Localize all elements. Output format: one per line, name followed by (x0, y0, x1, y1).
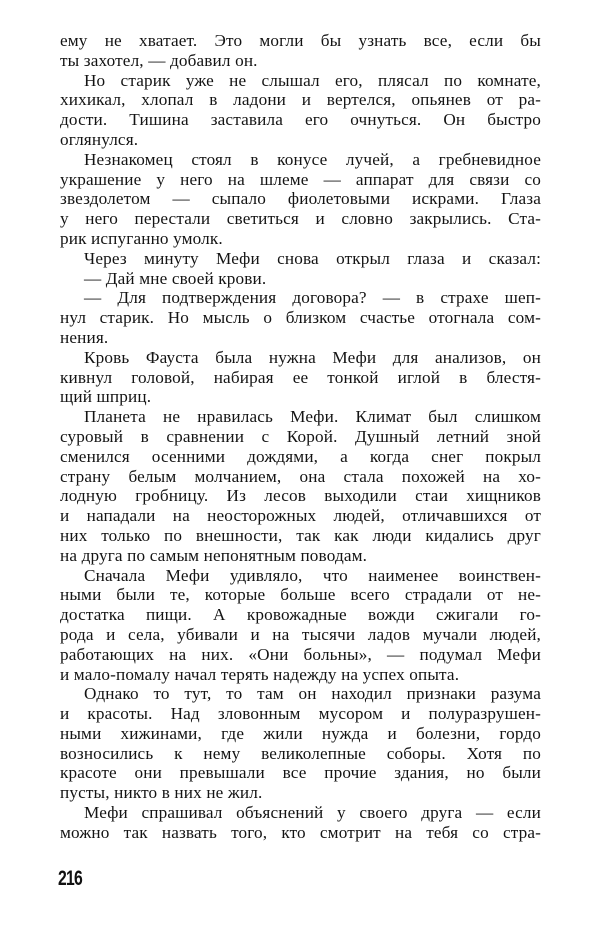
text-line: Однако то тут, то там он находил признаки разума (84, 684, 541, 704)
text-line: — Для подтверждения договора? — в страхе шеп- (84, 288, 541, 308)
text-line: и мало-помалу начал терять надежду на успех опыта. (60, 664, 460, 684)
text-line: лодную гробницу. Из лесов выходили стаи хищников (60, 486, 541, 506)
text-line: нул старик. Но мысль о близком счастье отогнала сом- (60, 308, 541, 328)
text-line: возносились к нему великолепные соборы. Хотя по (60, 743, 541, 763)
text-line: страну белым молчанием, она стала похожей на хо- (60, 466, 541, 486)
text-line: ему не хватает. Это могли бы узнать все, если бы (60, 31, 541, 50)
text-line: них только по внешности, так как люди кидались друг (60, 525, 541, 545)
text-line: Сначала Мефи удивляло, что наименее воинствен- (84, 565, 541, 585)
text-line: пусты, никто в них не жил. (60, 783, 263, 803)
text-line: Через минуту Мефи снова открыл глаза и сказал: (84, 248, 541, 268)
text-line: дости. Тишина заставила его очнуться. Он быстро (60, 110, 541, 130)
text-line: суровый в сравнении с Корой. Душный летний зной (60, 426, 541, 446)
page-number: 216 (58, 867, 83, 890)
text-line: Мефи спрашивал объяснений у своего друга — если (84, 803, 541, 823)
text-line: рода и села, убивали и на тысячи ладов мучали людей, (60, 624, 541, 644)
text-line: сменился осенними дождями, а когда снег покрыл (60, 446, 541, 466)
text-line: красоте они превышали все прочие здания, но были (60, 763, 541, 783)
text-line: рик испуганно умолк. (60, 228, 223, 248)
text-line: нения. (60, 327, 109, 347)
text-line: достатка пищи. А кровожадные вожди сжигали го- (60, 605, 541, 625)
text-line: работающих на них. «Они больны», — подумал Мефи (60, 644, 541, 664)
text-line: украшение у него на шлеме — аппарат для связи со (60, 169, 541, 189)
text-line: ными были те, которые больше всего страдали от не- (60, 585, 541, 605)
text-line: можно так назвать того, кто смотрит на тебя со стра- (60, 822, 541, 842)
text-line: ты захотел, — добавил он. (60, 50, 258, 70)
text-line: и красоты. Над зловонным мусором и полуразрушен- (60, 704, 541, 724)
text-line: — Дай мне своей крови. (84, 268, 267, 288)
text-line: щий шприц. (60, 387, 152, 407)
text-line: хихикал, хлопал в ладони и вертелся, опьянев от ра- (60, 90, 541, 110)
text-line: у него перестали светиться и словно закрылись. Ста- (60, 209, 541, 229)
text-line: звездолетом — сыпало фиолетовыми искрами. Глаза (60, 189, 541, 209)
text-line: ными хижинами, где жили нужда и болезни, гордо (60, 723, 541, 743)
text-line: на друга по самым непонятным поводам. (60, 545, 368, 565)
text-line: Незнакомец стоял в конусе лучей, а гребневидное (84, 149, 541, 169)
text-line: Планета не нравилась Мефи. Климат был слишком (84, 407, 541, 427)
text-line: кивнул головой, набирая ее тонкой иглой в блестя- (60, 367, 541, 387)
text-line: оглянулся. (60, 129, 139, 149)
body-text (60, 31, 541, 843)
text-line: Но старик уже не слышал его, плясал по комнате, (84, 70, 541, 90)
text-line: Кровь Фауста была нужна Мефи для анализов, он (84, 347, 541, 367)
text-line: и нападали на неосторожных людей, отличавшихся от (60, 506, 541, 526)
